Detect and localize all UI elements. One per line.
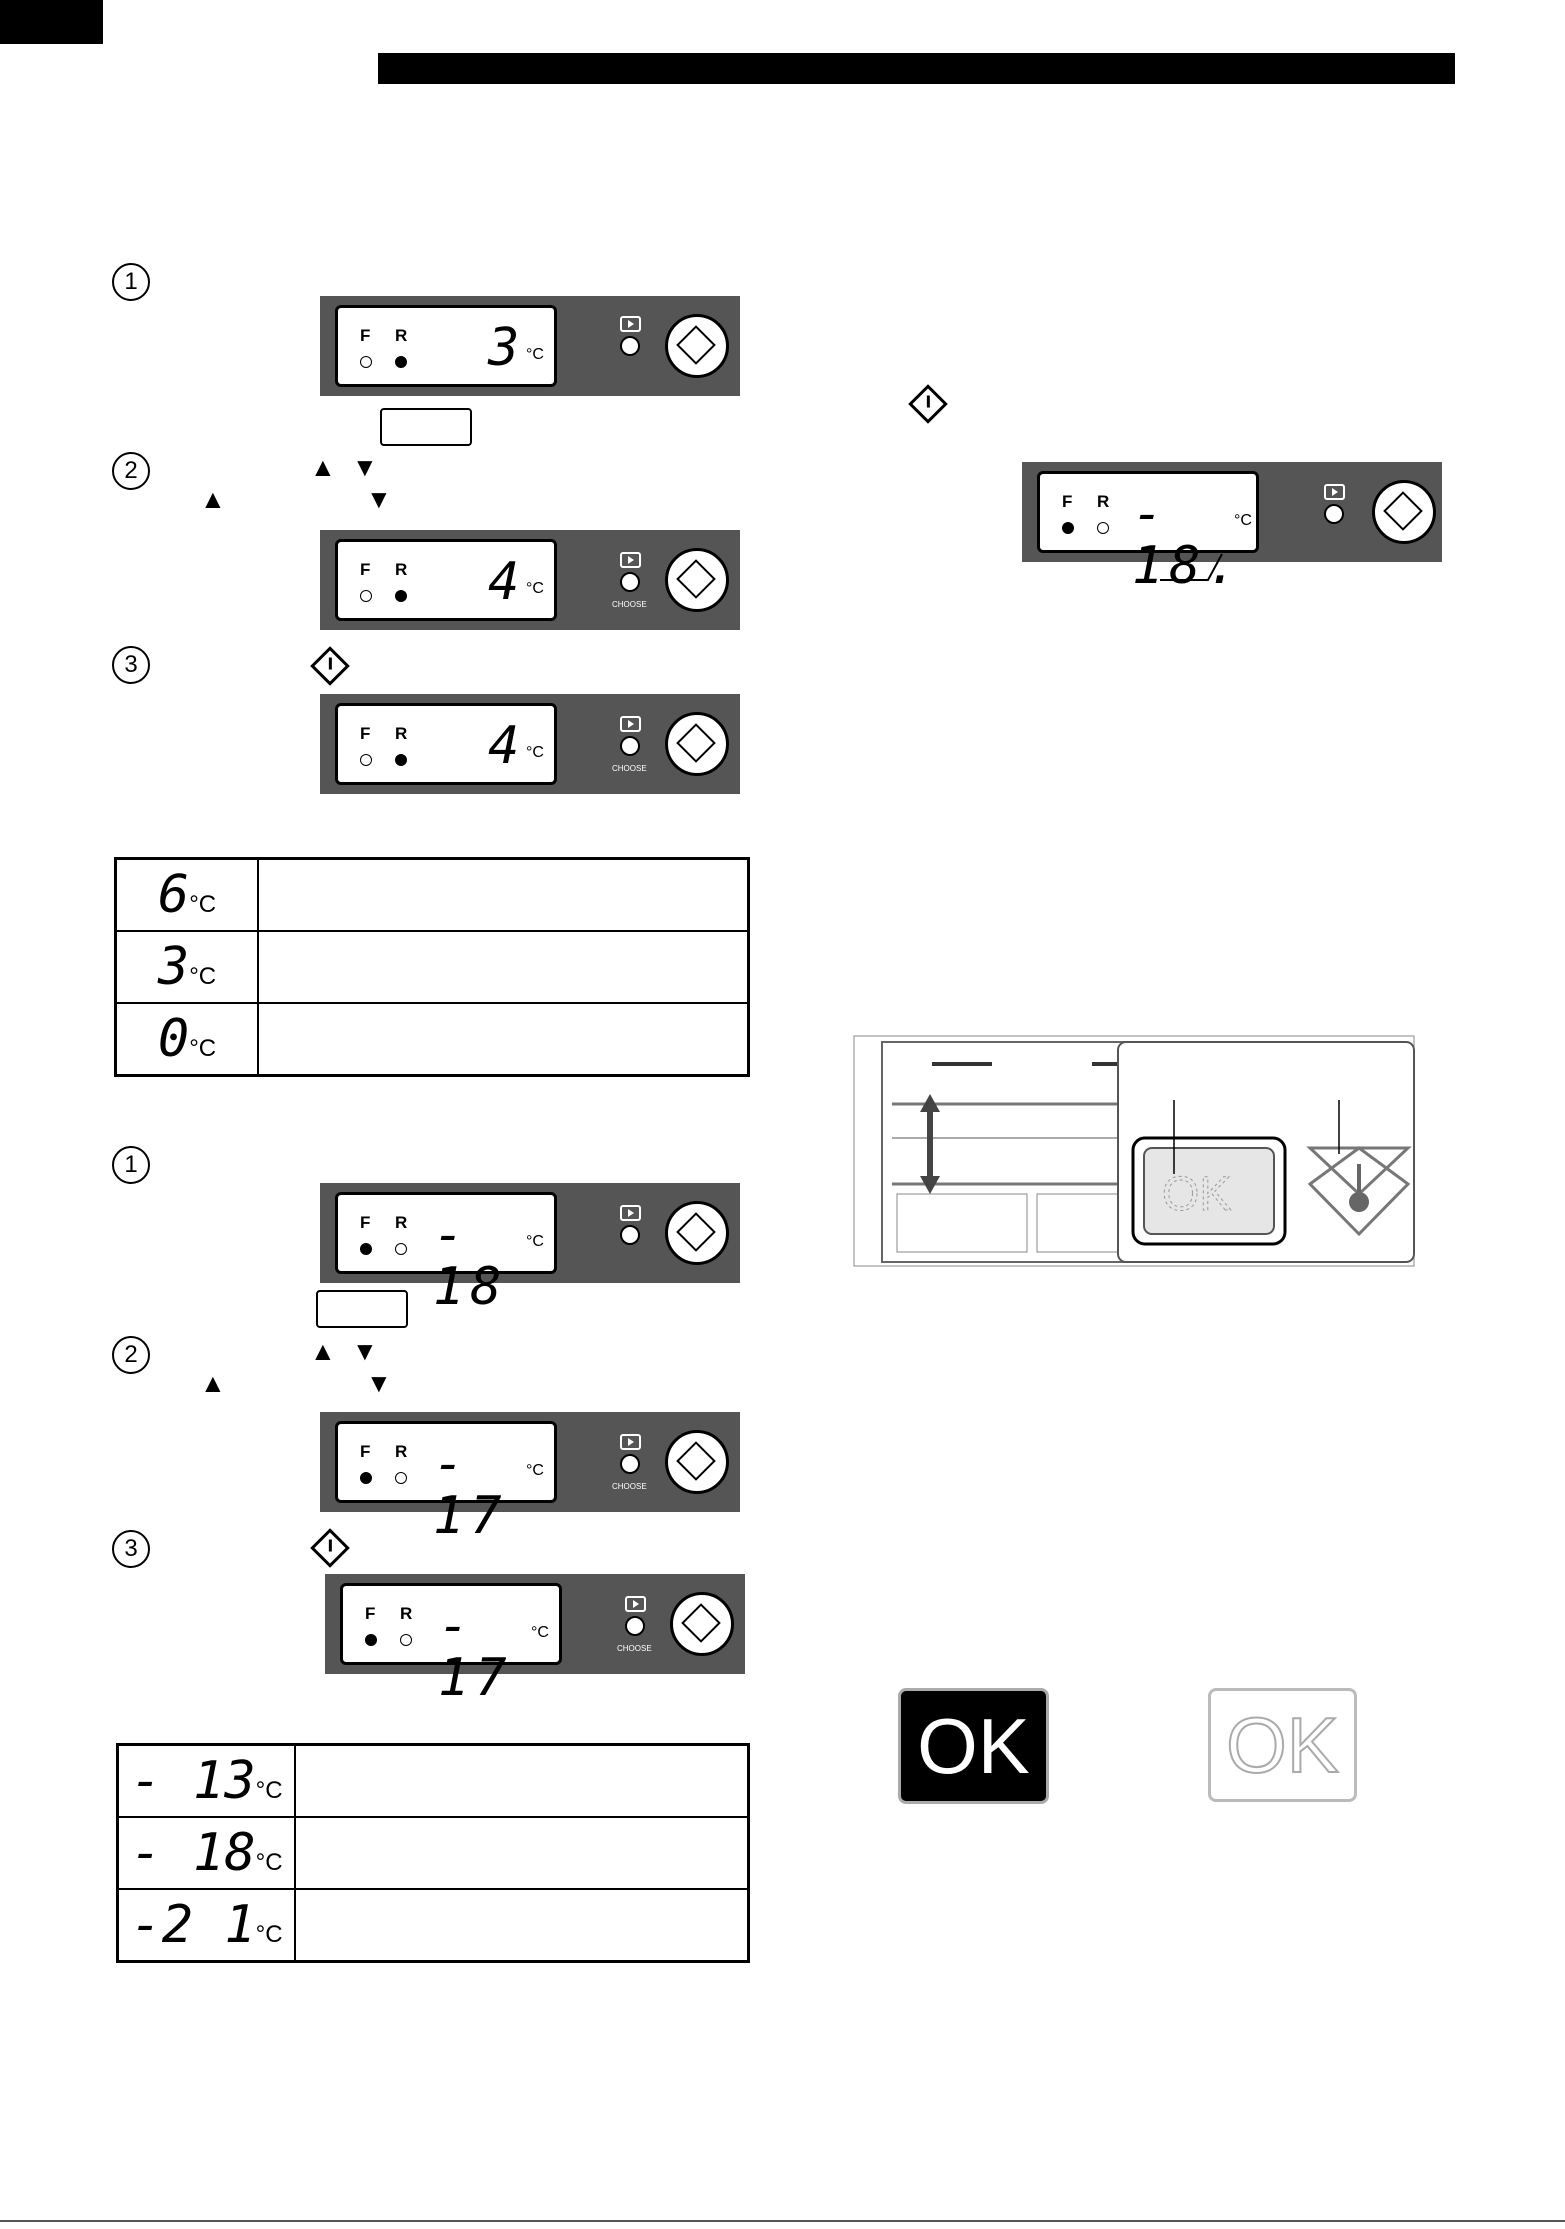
- unit-label: °C: [1234, 512, 1252, 529]
- f-label: F: [360, 1213, 371, 1232]
- down-arrow-icon: ▼: [352, 452, 378, 482]
- r-label: R: [395, 1442, 408, 1461]
- header-bar: [378, 53, 1455, 84]
- choose-button[interactable]: [620, 336, 640, 356]
- temp-digits: 4: [488, 552, 526, 612]
- unit-label: °C: [526, 346, 544, 363]
- f-label: F: [360, 724, 371, 743]
- range-value: - 18: [130, 1823, 256, 1883]
- play-icon: [620, 552, 641, 568]
- range-value: 0: [157, 1009, 190, 1069]
- lcd-display: [335, 1421, 557, 1546]
- f-indicator: [360, 356, 372, 368]
- step-1-freezer: 1: [112, 1146, 150, 1184]
- choose-button[interactable]: [620, 736, 640, 756]
- corner-tab: [0, 0, 103, 44]
- lcd-display: [335, 1192, 557, 1317]
- choose-button[interactable]: [620, 1454, 640, 1474]
- range-value: 3: [157, 937, 190, 997]
- play-icon: [620, 1434, 641, 1450]
- step-2-fridge: 2: [112, 452, 150, 490]
- control-panel-right: [1022, 462, 1442, 596]
- ok-outline-text: OK: [1162, 1168, 1232, 1221]
- up-arrow-icon: ▲: [200, 484, 226, 514]
- temp-digits: - 17: [433, 1434, 508, 1546]
- choose-label: CHOOSE: [612, 1482, 647, 1491]
- choose-label: CHOOSE: [612, 764, 647, 773]
- choose-button[interactable]: [1324, 504, 1344, 524]
- set-diamond-icon: [908, 384, 948, 424]
- pointer-line: [1160, 550, 1240, 600]
- r-indicator: [395, 1472, 407, 1484]
- callout-box: [316, 1290, 408, 1328]
- up-arrow-icon: ▲: [310, 1336, 336, 1366]
- r-label: R: [1097, 492, 1110, 511]
- down-arrow-icon: ▼: [366, 1368, 392, 1398]
- range-value: -2 1: [130, 1895, 256, 1955]
- step-3-freezer: 3: [112, 1530, 150, 1568]
- r-indicator: [395, 590, 407, 602]
- r-indicator: [395, 754, 407, 766]
- ok-indicator-lit: [898, 1688, 1049, 1804]
- unit-label: °C: [526, 1462, 544, 1479]
- control-panel-freezer-2: [320, 1412, 740, 1546]
- unit-label: °C: [526, 1233, 544, 1250]
- step-2-freezer: 2: [112, 1336, 150, 1374]
- choose-label: CHOOSE: [612, 600, 647, 609]
- play-icon: [625, 1596, 646, 1612]
- f-indicator: [1062, 522, 1074, 534]
- f-indicator: [360, 1472, 372, 1484]
- r-indicator: [1097, 522, 1109, 534]
- unit-label: °C: [526, 580, 544, 597]
- fridge-range-table: [114, 857, 750, 1077]
- lcd-display: [1037, 471, 1259, 596]
- f-label: F: [360, 560, 371, 579]
- r-label: R: [395, 560, 408, 579]
- up-arrow-icon: ▲: [200, 1368, 226, 1398]
- step-3-fridge: 3: [112, 646, 150, 684]
- unit-label: °C: [531, 1624, 549, 1641]
- ok-label: OK: [1226, 1700, 1339, 1789]
- lcd-display: [335, 539, 557, 621]
- ok-indicator-unlit: [1208, 1688, 1357, 1802]
- freezer-range-table: [116, 1743, 750, 1963]
- set-dial[interactable]: [665, 1201, 729, 1265]
- f-label: F: [365, 1604, 376, 1623]
- play-icon: [620, 316, 641, 332]
- lcd-display: [335, 305, 557, 387]
- set-dial[interactable]: [665, 548, 729, 612]
- unit-label: °C: [526, 744, 544, 761]
- range-unit: °C: [189, 1035, 217, 1062]
- range-value: - 13: [130, 1751, 256, 1811]
- r-label: R: [400, 1604, 413, 1623]
- set-dial[interactable]: [1372, 480, 1436, 544]
- r-indicator: [400, 1634, 412, 1646]
- temp-digits: - 18: [433, 1205, 508, 1317]
- range-unit: °C: [255, 1921, 283, 1948]
- temp-digits: 4: [488, 716, 526, 776]
- down-arrow-icon: ▼: [366, 484, 392, 514]
- range-unit: °C: [189, 891, 217, 918]
- control-panel-fridge-3: [320, 694, 740, 794]
- set-diamond-icon: [310, 1528, 350, 1568]
- r-label: R: [395, 1213, 408, 1232]
- down-arrow-icon: ▼: [352, 1336, 378, 1366]
- callout-box: [380, 408, 472, 446]
- footer-rule: [0, 2220, 1565, 2222]
- temp-digits: - 17: [438, 1596, 513, 1708]
- temp-digits: 3: [488, 318, 526, 378]
- choose-button[interactable]: [625, 1616, 645, 1636]
- f-label: F: [360, 326, 371, 345]
- range-unit: °C: [255, 1777, 283, 1804]
- range-unit: °C: [255, 1849, 283, 1876]
- set-dial[interactable]: [665, 1430, 729, 1494]
- control-panel-freezer-1: [320, 1183, 740, 1317]
- choose-label: CHOOSE: [617, 1644, 652, 1653]
- range-unit: °C: [189, 963, 217, 990]
- f-label: F: [360, 1442, 371, 1461]
- f-indicator: [360, 1243, 372, 1255]
- control-panel-fridge-1: [320, 296, 740, 396]
- f-indicator: [360, 590, 372, 602]
- r-label: R: [395, 326, 408, 345]
- r-label: R: [395, 724, 408, 743]
- control-panel-fridge-2: [320, 530, 740, 630]
- set-dial[interactable]: [665, 712, 729, 776]
- control-panel-freezer-3: [325, 1574, 745, 1708]
- set-dial[interactable]: [670, 1592, 734, 1656]
- play-icon: [620, 716, 641, 732]
- choose-button[interactable]: [620, 572, 640, 592]
- set-diamond-icon: [310, 646, 350, 686]
- up-arrow-icon: ▲: [310, 452, 336, 482]
- lcd-display: [340, 1583, 562, 1708]
- lcd-display: [335, 703, 557, 785]
- range-value: 6: [157, 865, 190, 925]
- fridge-interior-illustration: [852, 1034, 1417, 1270]
- f-indicator: [365, 1634, 377, 1646]
- play-icon: [620, 1205, 641, 1221]
- f-indicator: [360, 754, 372, 766]
- play-icon: [1324, 484, 1345, 500]
- step-1-fridge: 1: [112, 263, 150, 301]
- f-label: F: [1062, 492, 1073, 511]
- temp-digits: - 18.: [1132, 484, 1244, 596]
- ok-label: OK: [917, 1701, 1030, 1790]
- choose-button[interactable]: [620, 1225, 640, 1245]
- r-indicator: [395, 356, 407, 368]
- set-dial[interactable]: [665, 314, 729, 378]
- r-indicator: [395, 1243, 407, 1255]
